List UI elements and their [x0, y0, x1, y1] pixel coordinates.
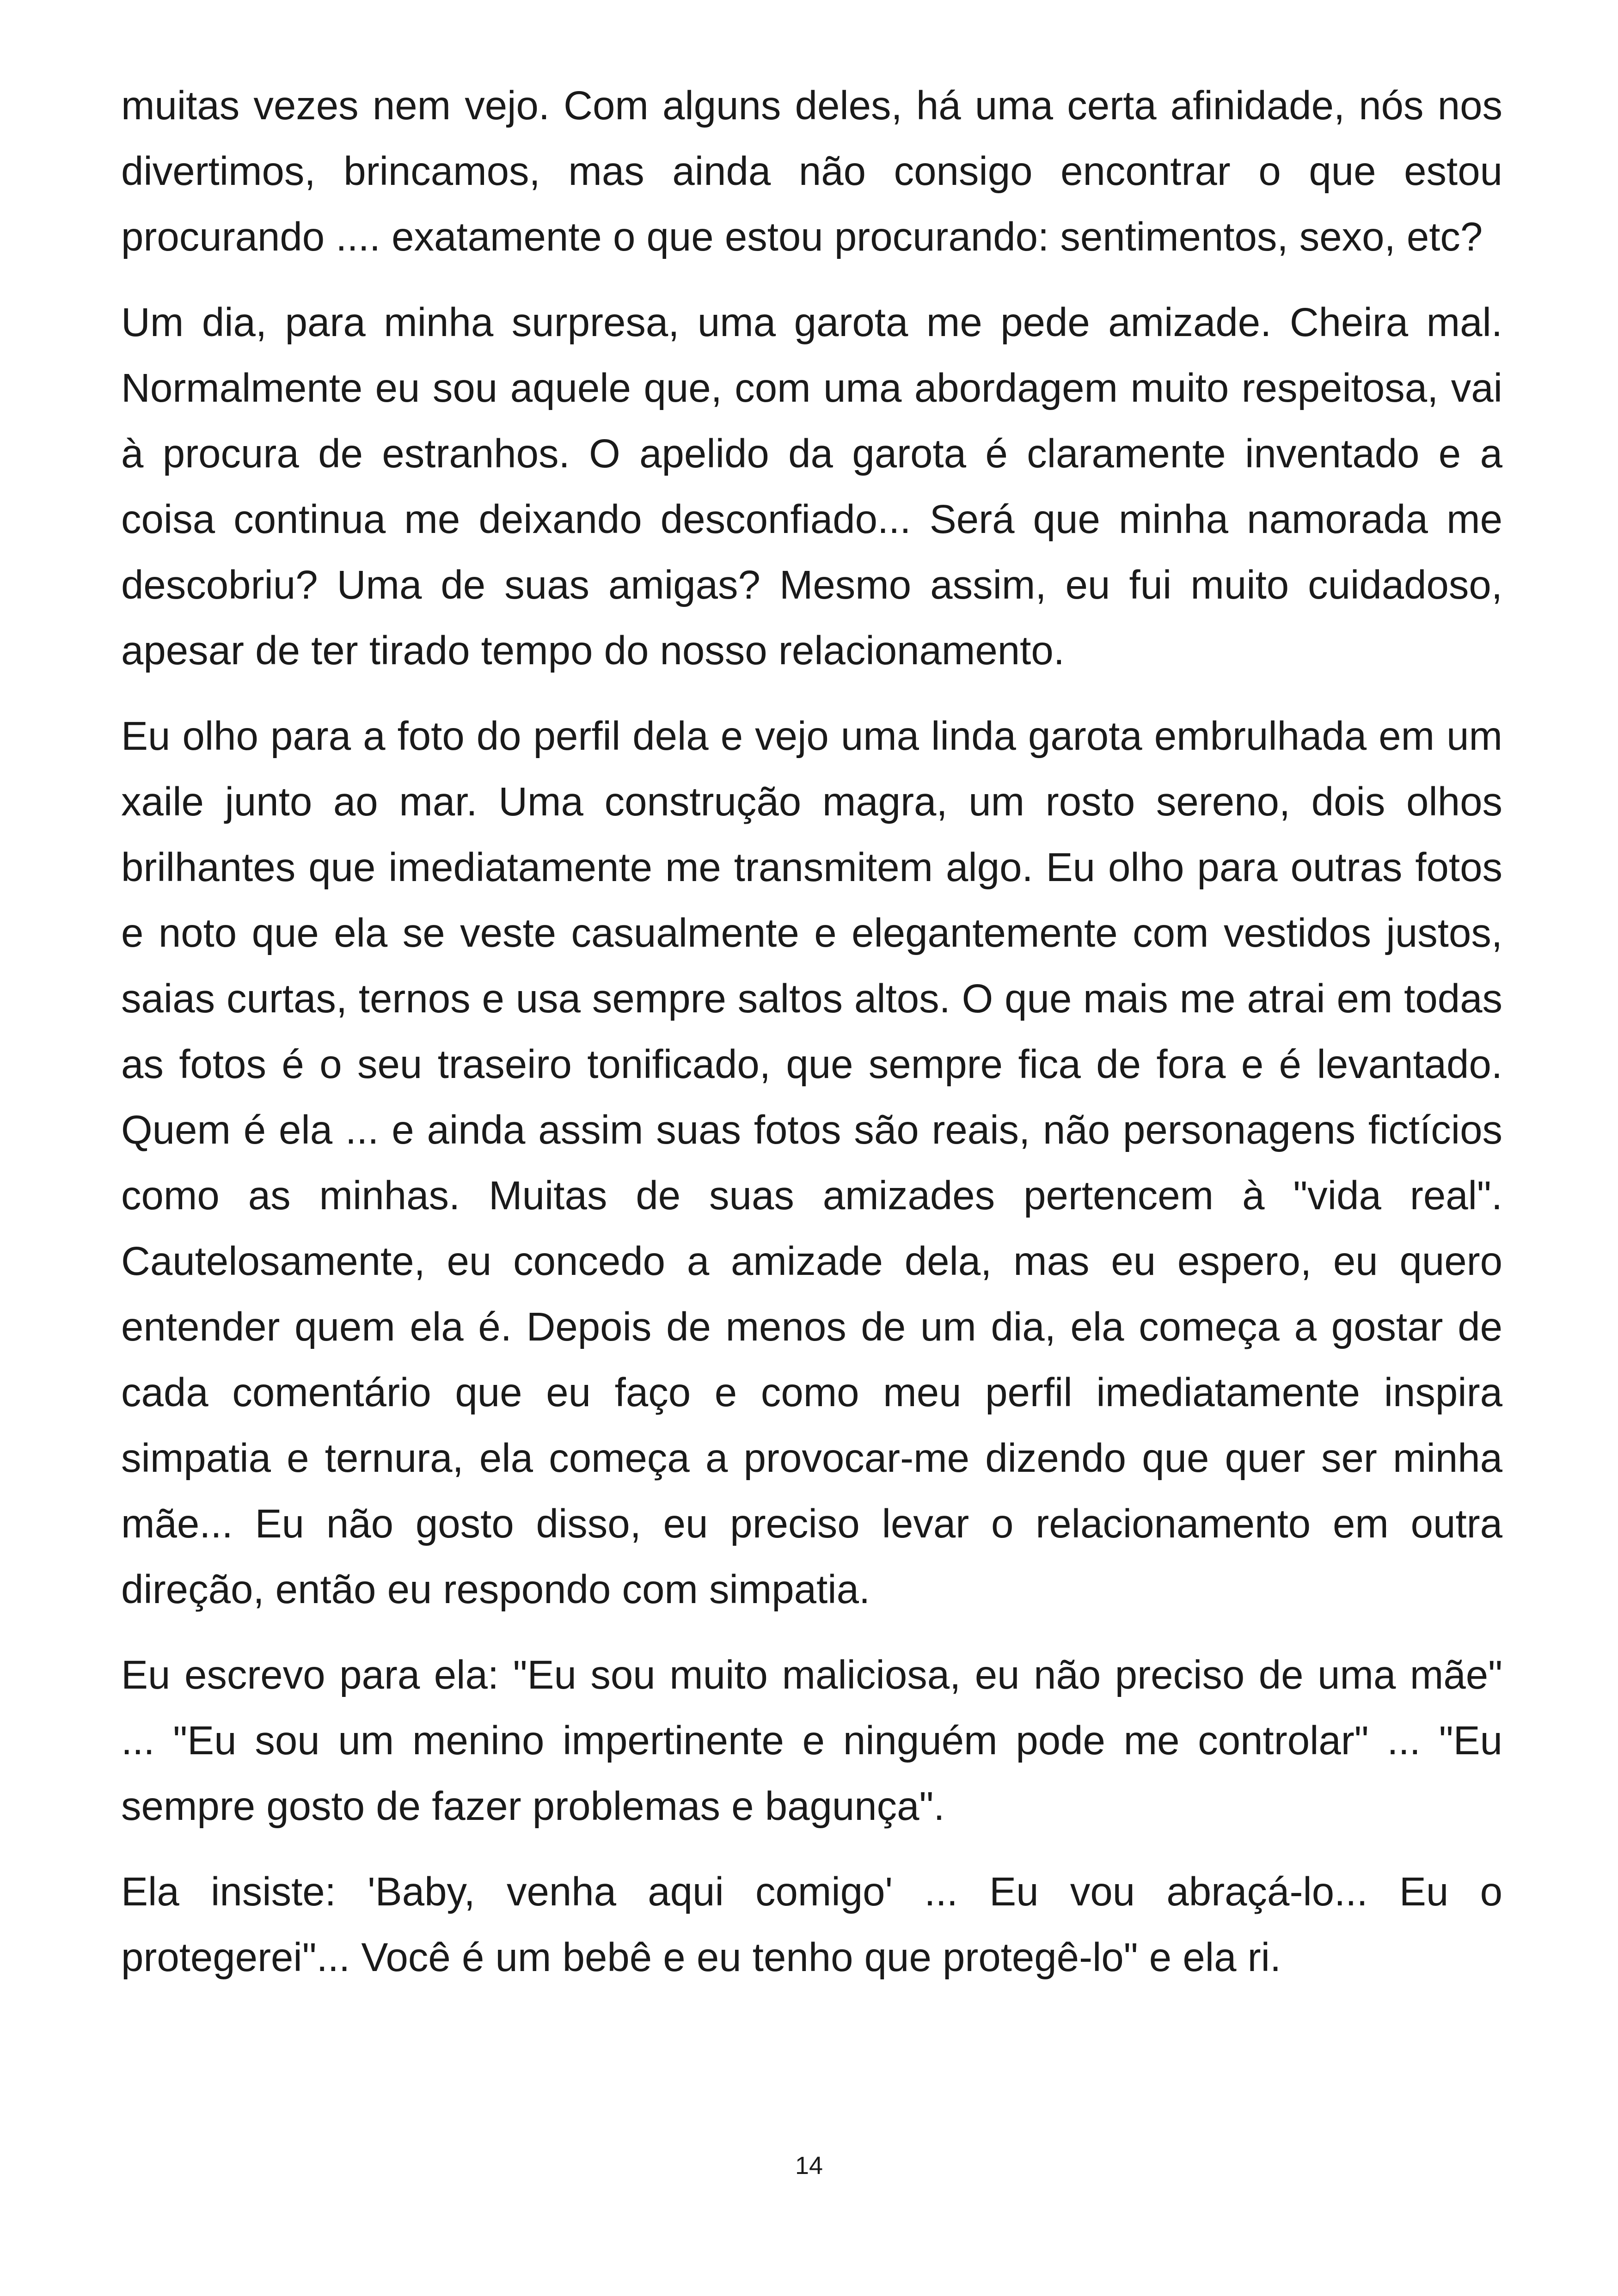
page-number: 14	[795, 2152, 823, 2180]
paragraph: Eu escrevo para ela: "Eu sou muito maliciosa, eu não preciso de uma mãe" ... "Eu sou um menino impertinente e ninguém pode me controlar" ... "Eu sempre gosto de fazer problemas e bagunça".	[121, 1653, 1502, 1829]
paragraph: Um dia, para minha surpresa, uma garota me pede amizade. Cheira mal. Normalmente eu sou aquele que, com uma abordagem muito respeitosa, vai à procura de estranhos. O apelido da garota é claramente inventado e a coisa continua me deixando desconfiado... Será que minha namorada me descobriu? Uma de suas amigas? Mesmo assim, eu fui muito cuidadoso, apesar de ter tirado tempo do nosso relacionamento.	[121, 300, 1502, 673]
paragraph: Eu olho para a foto do perfil dela e vejo uma linda garota embrulhada em um xaile junto ao mar. Uma construção magra, um rosto sereno, dois olhos brilhantes que imediatamente me transmitem algo. Eu olho para outras fotos e noto que ela se veste casualmente e elegantemente com vestidos justos, saias curtas, ternos e usa sempre saltos altos. O que mais me atrai em todas as fotos é o seu traseiro tonificado, que sempre fica de fora e é levantado. Quem é ela ... e ainda assim suas fotos são reais, não personagens fictícios como as minhas. Muitas de suas amizades pertencem à "vida real". Cautelosamente, eu concedo a amizade dela, mas eu espero, eu quero entender quem ela é. Depois de menos de um dia, ela começa a gostar de cada comentário que eu faço e como meu perfil imediatamente inspira simpatia e ternura, ela começa a provocar-me dizendo que quer ser minha mãe... Eu não gosto disso, eu preciso levar o relacionamento em outra direção, então eu respondo com simpatia.	[121, 714, 1502, 1612]
body-text	[121, 73, 1502, 2010]
paragraph: muitas vezes nem vejo. Com alguns deles, há uma certa afinidade, nós nos divertimos, brincamos, mas ainda não consigo encontrar o que estou procurando .... exatamente o que estou procurando: sentimentos, sexo, etc?	[121, 83, 1502, 259]
paragraph: Ela insiste: 'Baby, venha aqui comigo' ... Eu vou abraçá-lo... Eu o protegerei"... Você é um bebê e eu tenho que protegê-lo" e ela ri.	[121, 1869, 1502, 1980]
